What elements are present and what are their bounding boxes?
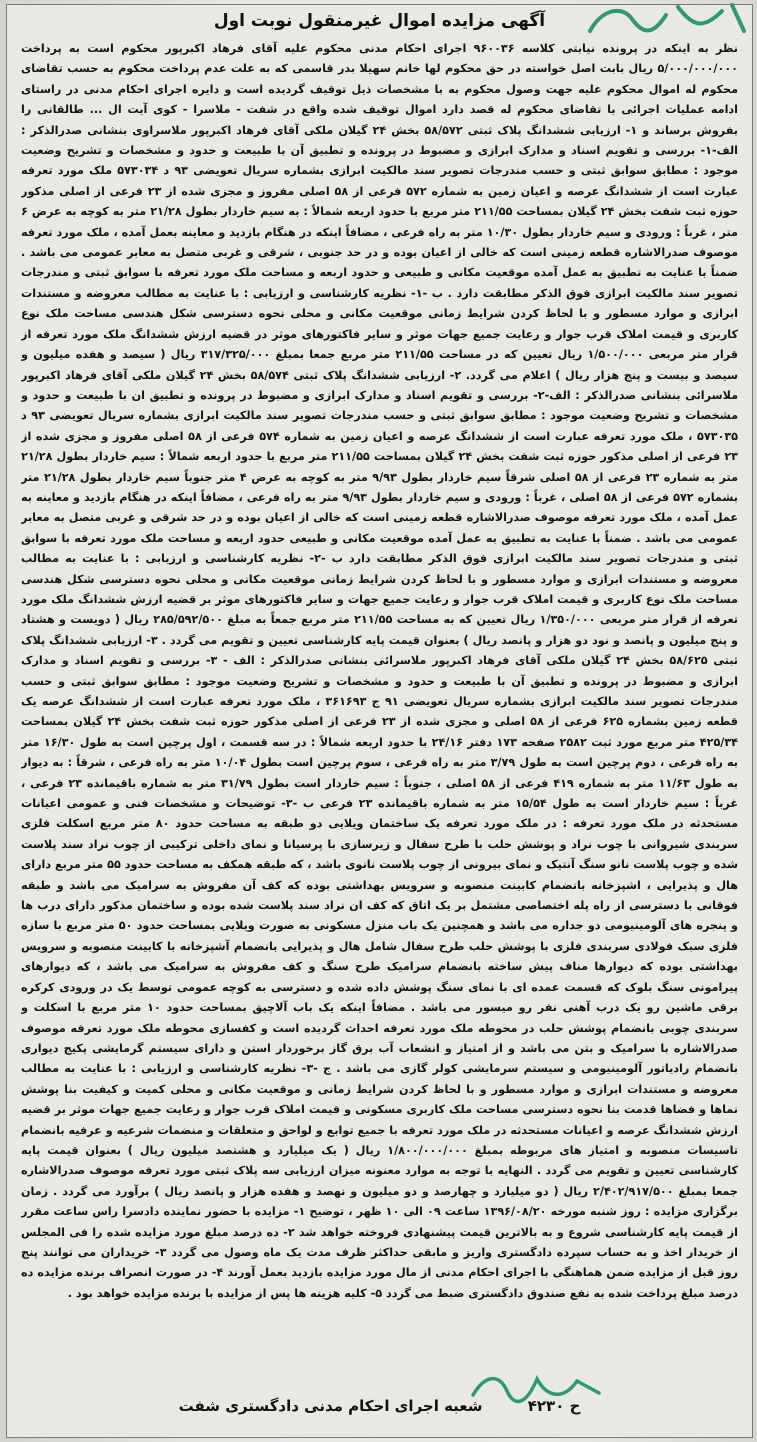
notice-code: ح ۴۲۳۰ bbox=[527, 1397, 581, 1415]
notice-footer bbox=[7, 1397, 752, 1415]
notice-body: نظر به اینکه در پرونده نیابتی کلاسه ۹۶۰۰۳۶ اجرای احکام مدنی محکوم علیه آقای فرهاد اکبرپور محکوم است به پرداخت ۵/۰۰۰/۰۰۰/۰۰۰ ریال بابت اصل خواسته در حق محکوم لها خانم سهیلا بدر قاسمی که به علت عدم پرداخت محکوم به حسب تقاضای محکوم له اموال محکوم علیه جهت وصول محکوم به با مشخصات ذیل توقیف گردیده است و دایره اجرای احکام مدنی در راستای ادامه عملیات اجرائی با تقاضای محکوم له قصد دارد اموال توقیف شده واقع در شفت - ملاسرا - کوی آیت ال ... طالقانی را بفروش برساند و ۱- ارزیابی ششدانگ پلاک ثبتی ۵۸/۵۷۲ بخش ۲۴ گیلان ملکی آقای فرهاد اکبرپور ملاسراوی بنشانی صدرالذکر : الف-۱- بررسی و تقویم اسناد و مدارک ابرازی و مضبوط در پرونده و تطبیق آن با طبیعت و حدود و مشخصات و تشریح وضعیت موجود : مطابق سوابق ثبتی و حسب مندرجات تصویر سند مالکیت ابرازی بشماره سریال تعویضی ۹۳ د ۵۷۳۰۳۴ ملک مورد تعرفه عبارت است از ششدانگ عرصه و اعیان زمین به شماره ۵۷۲ فرعی از ۵۸ اصلی مفروز و مجزی شده از ۲۳ فرعی از اصلی مذکور حوزه ثبت شفت بخش ۲۴ گیلان بمساحت ۲۱۱/۵۵ متر مربع با حدود اربعه شمالاً : به سیم خاردار بطول ۲۱/۲۸ متر به کوچه به عرض ۶ متر ، غرباً : ورودی و سیم خاردار بطول ۱۰/۳۰ متر به راه فرعی ، مضافاً اینکه در هنگام بازدید و معاینه بعمل آمده ، ملک مورد تعرفه موصوف صدرالاشاره قطعه زمینی است که خالی از اعیان بوده و در حد جنوبی ، شرقی و غربی متصل به معابر عمومی می باشد . ضمناً با عنایت به تطبیق به عمل آمده موقعیت مکانی و طبیعی و حدود اربعه و مساحت ملک مورد تعرفه با سوابق ثبتی و مندرجات تصویر سند مالکیت ابرازی فوق الذکر مطابقت دارد . ب -۱- نظریه کارشناسی و ارزیابی : با عنایت به مطالب معروضه و مستندات ابرازی و موارد مسطور و با لحاظ کردن شرایط زمانی موقعیت مکانی و محلی نحوه دسترسی شکل هندسی مساحت ملک نوع کاربری و قیمت املاک قرب جوار و رعایت جمیع جهات موثر و سایر فاکتورهای موثر در قضیه ارزش ششدانگ ملک مورد تعرفه از قرار متر مربعی ۱/۵۰۰/۰۰۰ ریال تعیین که در مساحت ۲۱۱/۵۵ متر مربع جمعا بمبلغ ۳۱۷/۳۲۵/۰۰۰ ریال ( سیصد و هفده میلیون و سیصد و بیست و پنج هزار ریال ) اعلام می گردد. ۲- ارزیابی ششدانگ پلاک ثبتی ۵۸/۵۷۴ بخش ۲۴ گیلان ملکی آقای فرهاد اکبرپور ملاسرائی بنشانی صدرالذکر : الف-۲- بررسی و تقویم اسناد و مدارک ابرازی و مضبوط در پرونده و تطبیق ان با طبیعت و حدود و مشخصات و تشریح وضعیت موجود : مطابق سوابق ثبتی و حسب مندرجات تصویر سند مالکیت ابرازی بشماره سریال تعویضی ۹۳ د ۵۷۳۰۳۵ ، ملک مورد تعرفه عبارت است از ششدانگ عرصه و اعیان زمین به شماره ۵۷۴ فرعی از ۵۸ اصلی مفروز و مجزی شده از ۲۳ فرعی از اصلی مذکور حوزه ثبت شفت بخش ۲۴ گیلان بمساحت ۲۱۱/۵۵ متر مربع با حدود اربعه شمالاً : سیم خاردار بطول ۲۱/۲۸ متر به شماره ۲۳ فرعی از ۵۸ اصلی شرقاً سیم خاردار بطول ۹/۹۳ متر به کوچه به عرض ۴ متر جنوباً سیم خاردار بطول ۲۱/۲۸ متر بشماره ۵۷۲ فرعی از ۵۸ اصلی ، غرباً : ورودی و سیم خاردار بطول ۹/۹۳ متر به راه فرعی ، مضافاً اینکه در هنگام بازدید و معاینه به عمل آمده ، ملک مورد تعرفه موصوف صدرالاشاره قطعه زمینی است که خالی از اعیان بوده و در حد شرقی و غربی متصل به معابر عمومی می باشد . ضمناً با عنایت به تطبیق به عمل آمده موقعیت مکانی و طبیعی حدود اربعه و مساحت ملک مورد تعرفه با سوابق ثبتی و مندرجات تصویر سند مالکیت ابرازی فوق الذکر مطابقت دارد ب -۲- نظریه کارشناسی و ارزیابی : با عنایت به مطالب معروضه و مستندات ابرازی و موارد مسطور و با لحاظ کردن شرایط زمانی موقعیت مکانی و محلی نحوه دسترسی شکل هندسی مساحت ملک نوع کاربری و قیمت املاک قرب جوار و رعایت جمیع جهات و سایر فاکتورهای موثر بر قضیه ارزش ششدانگ ملک مورد تعرفه از قرار متر مربعی ۱/۳۵۰/۰۰۰ ریال تعیین که به مساحت ۲۱۱/۵۵ متر مربع جمعاً به مبلغ ۲۸۵/۵۹۲/۵۰۰ ریال ( دویست و هشتاد و پنج میلیون و پانصد و نود دو هزار و پانصد ریال ) بعنوان قیمت پایه کارشناسی تعیین و تقویم می گردد . ۳- ارزیابی ششدانگ پلاک ثبتی ۵۸/۶۲۵ بخش ۲۴ گیلان ملکی آقای فرهاد اکبرپور ملاسرائی بنشانی صدرالذکر : الف - ۳- بررسی و تقویم اسناد و مدارک ابرازی و مضبوط در پرونده و تطبیق آن با طبیعت و حدود و مشخصات و تشریح وضعیت موجود : مطابق سوابق ثبتی و حسب مندرجات تصویر سند مالکیت ابرازی بشماره سریال تعویضی ۹۱ ج ۳۶۱۶۹۳ ، ملک مورد تعرفه عبارت است از ششدانگ عرصه یک قطعه زمین بشماره ۶۲۵ فرعی از ۵۸ اصلی و مجزی شده از ۲۳ فرعی از اصلی مذکور حوزه ثبت شفت بخش ۲۴ گیلان بمساحت ۴۲۵/۳۴ متر مربع مورد ثبت ۲۵۸۲ صفحه ۱۷۳ دفتر ۲۴/۱۶ با حدود اربعه شمالاً : در سه قسمت ، اول پرچین است به طول ۱۶/۳۰ متر به راه فرعی ، دوم پرچین است به طول ۳/۷۹ متر به راه فرعی ، سوم پرچین است بطول ۱۰/۰۴ متر به راه فرعی ، شرقاً : به دیوار به طول ۱۱/۶۳ متر به شماره ۴۱۹ فرعی از ۵۸ اصلی ، جنوباً : سیم خاردار است بطول ۳۱/۷۹ متر به شماره باقیمانده ۲۳ فرعی ، غرباً : سیم خاردار است به طول ۱۵/۵۴ متر به شماره باقیمانده ۲۳ فرعی ب -۳- توضیحات و مشخصات فنی و عمومی اعیانات مستحدثه در ملک مورد تعرفه : در ملک مورد تعرفه یک ساختمان ویلایی دو طبقه به مساحت حدود ۸۰ متر مربع اسکلت فلزی سربندی شیروانی با چوب نراد و پوشش حلب با طرح سفال و زیرسازی با پرسیانا و نمای داخلی ترکیبی از چوب نراد سند پلاست شده و چوب پلاست نانو سنگ آنتیک و نمای بیرونی از چوب پلاست نانوی باشد ، که طبقه همکف به مساحت حدود ۵۵ متر مربع دارای هال و پذیرایی ، اشپزخانه بانضمام کابینت منصوبه و سرویس بهداشتی بوده که کف آن مفروش به سرامیک می باشد و طبقه فوقانی با دسترسی از راه پله اختصاصی مشتمل بر یک اتاق که کف ان نراد سند پلاست شده بوده و ساختمان مذکور دارای درب ها و پنجره های آلومینیومی دو جداره می باشد و همچنین یک باب منزل مسکونی به صورت ویلایی بمساحت حدود ۵۰ متر مربع با سازه فلزی سبک فولادی سربندی فلزی با پوشش حلب طرح سفال شامل هال و پذیرایی بانضمام آشپزخانه با کابینت منصوبه و سرویس بهداشتی بوده که دیوارها مناف پیش ساخته بانضمام سرامیک طرح سنگ و کف مفروش به سرامیک می باشد ، که دیوارهای پیرامونی سنگ بلوک که قسمت عمده ای با نمای سنگ پوشش داده شده و دسترسی به کوچه عمومی توسط یک در ورودی کرکره برقی ماشین رو یک درب آهنی نفر رو میسور می باشد . مضافاً اینکه یک باب آلاچیق بمساحت حدود ۱۰ متر مربع با اسکلت و سربندی چوبی بانضمام پوشش حلب در محوطه ملک مورد تعرفه احداث گردیده است و کفسازی محوطه ملک مورد تعرفه موصوف صدرالاشاره با سرامیک و بتن می باشد و از امتیاز و انشعاب آب برق گاز برخوردار استن و دارای سیستم گرمایشی پکیج دیواری بانضمام رادیاتور آلومینیومی و سیستم سرمایشی کولر گازی می باشد . ج -۳- نظریه کارشناسی و ارزیابی : با عنایت به مطالب معروضه و مستندات ابرازی و موارد مسطور و با لحاظ کردن شرایط زمانی و موقعیت مکانی و محلی کمیت و کیفیت بنا پوشش نماها و فضاها قدمت بنا نحوه دسترسی مساحت ملک کاربری مسکونی و قیمت املاک قرب جوار و رعایت جمیع جهات موثر بر قضیه ارزش ششدانگ عرصه و اعیانات مستحدثه در ملک مورد تعرفه با جمیع توابع و لواحق و متعلقات و منضمات شرعیه و عرفیه بانضمام تاسیسات منصوبه و امتیاز های مربوطه بمبلغ ۱/۸۰۰/۰۰۰/۰۰۰ ریال ( یک میلیارد و هشتصد میلیون ریال ) بعنوان قیمت پایه کارشناسی تعیین و تقویم می گردد . النهایه با توجه به موارد معنونه میزان ارزیابی سه پلاک ثبتی مورد تعرفه موصوف صدرالاشاره جمعا بمبلغ ۲/۴۰۲/۹۱۷/۵۰۰ ریال ( دو میلیارد و چهارصد و دو میلیون و نهصد و هفده هزار و پانصد ریال ) برآورد می گردد . زمان برگزاری مزایده : روز شنبه مورخه ۱۳۹۶/۰۸/۲۰ ساعت ۰۹ الی ۱۰ ظهر ، توضیح ۱- مزایده با حضور نماینده دادسرا راس ساعت مقرر از قیمت پایه کارشناسی شروع و به بالاترین قیمت پیشنهادی فروخته خواهد شد ۲- ده درصد مبلغ مورد مزایده شده را فی المجلس از خریدار اخذ و به حساب سپرده دادگستری واریز و مابقی حداکثر ظرف مدت یک ماه وصول می گردد ۳- خریداران می توانند پنج روز قبل از مزایده ضمن هماهنگی با اجرای احکام مدنی از مال مورد مزایده بازدید بعمل آورند ۴- در صورت انصراف برنده مزایده ده درصد مبلغ پرداخت شده به نفع صندوق دادگستری ضبط می گردد ۵- کلیه هزینه ها پس از مزایده با برنده مزایده خواهد بود . bbox=[21, 42, 738, 1300]
auction-notice-clipping bbox=[6, 4, 753, 1438]
court-department: شعبه اجرای احکام مدنی دادگستری شفت bbox=[178, 1397, 483, 1415]
notice-title: آگهی مزایده اموال غیرمنقول نوبت اول bbox=[213, 11, 546, 31]
